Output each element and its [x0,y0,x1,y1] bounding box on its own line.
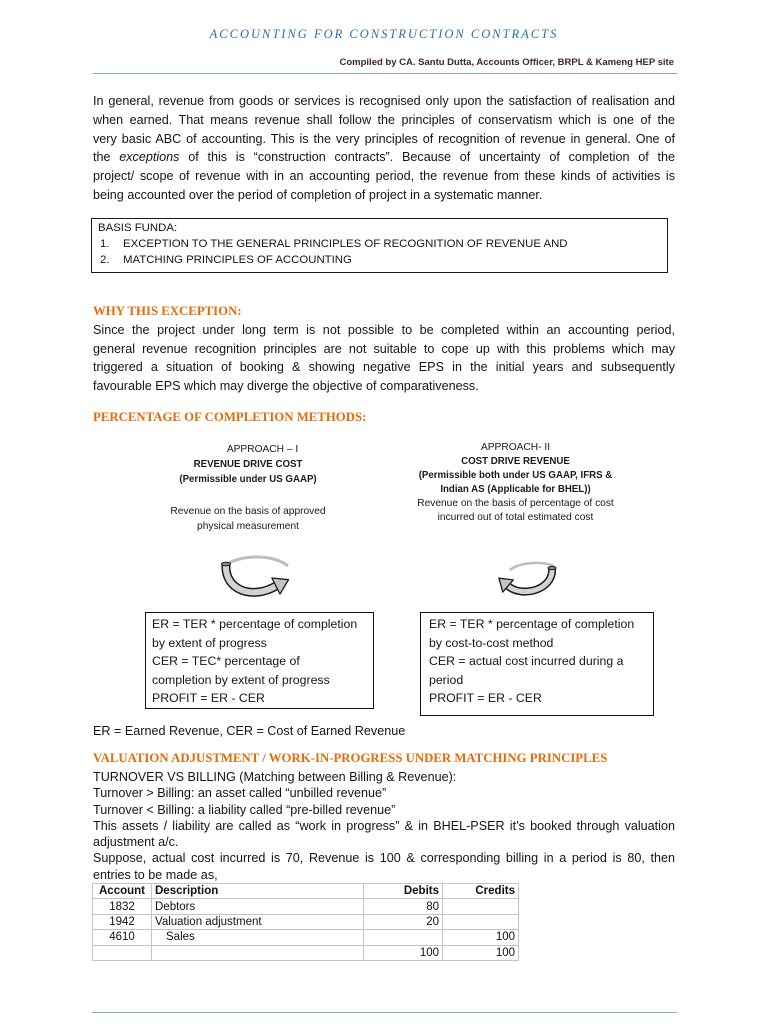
approach-2-permissibility: Indian AS (Applicable for BHEL)) [440,484,591,495]
formula-line: ER = TER * percentage of completion [429,617,635,631]
formula-line: ER = TER * percentage of completion [152,617,358,631]
description-line: incurred out of total estimated cost [437,512,594,523]
curved-arrow-left-icon [492,560,560,600]
formula-line: period [429,672,464,687]
approach-1-permissibility: (Permissible under US GAAP) [179,473,317,485]
arrow-tail [222,562,231,566]
approach-2-header [406,441,626,525]
emphasized-word: exceptions [119,150,180,165]
description-cell [152,945,364,960]
approach-1-description [148,504,348,534]
credit-cell: 100 [443,930,519,945]
account-cell: 1942 [93,914,152,929]
paragraph-line: favourable EPS which may diverge the objective of comparativeness. [93,379,479,394]
paragraph-line: In general, revenue from goods or services is recognised only upon the satisfaction of realisation and [93,94,675,108]
curved-arrow-right-icon [218,552,296,604]
credit-cell [443,899,519,914]
basis-funda-item [98,236,667,252]
item-number: 2. [100,254,110,266]
approach-2-formula-box [420,612,654,716]
journal-entry-table [92,883,519,961]
paragraph-line [93,148,675,167]
paragraph-line: triggered a situation of booking & showing negative EPS in the initial years and subsequently [93,360,675,375]
basis-funda-box [91,218,668,273]
compiled-by-byline: Compiled by CA. Santu Dutta, Accounts Officer, BRPL & Kameng HEP site [339,57,674,68]
account-cell: 1832 [93,899,152,914]
paragraph-line: Suppose, actual cost incurred is 70, Revenue is 100 & corresponding billing in a period is 80, then [93,851,675,866]
line-text: of this is “construction contracts”. Because of uncertainty of completion of the [179,150,675,165]
formula-line: CER = TEC* percentage of [152,654,300,669]
arrow-tail [548,566,556,569]
turnover-rule: Turnover < Billing: a liability called “pre-billed revenue” [93,802,396,817]
description-line: physical measurement [197,520,299,532]
line-text: the [93,150,120,165]
approach-2-permissibility: (Permissible both under US GAAP, IFRS & [418,470,613,481]
why-exception-heading: WHY THIS EXCEPTION: [93,304,242,318]
debit-cell: 20 [364,914,443,929]
table-total-row [93,945,519,960]
approach-2-label: APPROACH- II [480,442,551,453]
column-header-account: Account [93,884,152,899]
column-header-credits: Credits [443,884,519,899]
arrow-rim [510,563,554,570]
column-header-description: Description [152,884,364,899]
formula-line: by cost-to-cost method [429,635,554,650]
table-header-row [93,884,519,899]
approach-2-name: COST DRIVE REVENUE [461,456,570,467]
account-cell [93,945,152,960]
completion-methods-heading: PERCENTAGE OF COMPLETION METHODS: [93,410,367,424]
paragraph-line: adjustment a/c. [93,835,179,850]
why-exception-paragraph [93,321,675,396]
debit-cell [364,930,443,945]
header-rule [93,73,677,74]
description-cell: Sales [152,930,364,945]
basis-funda-item [98,252,667,268]
description-line: Revenue on the basis of approved [170,505,326,517]
formula-line: by extent of progress [152,635,267,650]
formula-line: CER = actual cost incurred during a [429,654,624,669]
paragraph-line: entries to be made as, [93,867,218,882]
paragraph-line: This assets / liability are called as “work in progress” & in BHEL-PSER it’s booked through valuation [93,818,675,833]
formula-line: PROFIT = ER - CER [429,691,542,706]
item-number: 1. [100,238,110,250]
column-header-debits: Debits [364,884,443,899]
debit-total-cell: 100 [364,945,443,960]
footer-rule [92,1012,677,1013]
intro-paragraph [93,92,675,205]
valuation-text [93,769,675,883]
paragraph-line: Since the project under long term is not possible to be completed within an accounting period, [93,323,675,337]
arrow-rim [224,557,288,566]
account-cell: 4610 [93,930,152,945]
debit-cell: 80 [364,899,443,914]
abbreviation-legend: ER = Earned Revenue, CER = Cost of Earned Revenue [93,724,406,738]
item-text: EXCEPTION TO THE GENERAL PRINCIPLES OF RECOGNITION OF REVENUE AND [123,238,568,250]
description-cell: Debtors [152,899,364,914]
formula-line: PROFIT = ER - CER [152,691,265,706]
paragraph-line: when earned. That means revenue shall follow the principles of conservatism which is one of the [93,112,675,127]
table-row [93,914,519,929]
turnover-billing-subheading: TURNOVER VS BILLING (Matching between Billing & Revenue): [93,770,457,784]
basis-funda-heading: BASIS FUNDA: [98,222,178,234]
item-text: MATCHING PRINCIPLES OF ACCOUNTING [123,254,352,266]
paragraph-line: very basic ABC of accounting. This is the very principles of recognition of revenue in general. One of [93,131,675,146]
description-cell: Valuation adjustment [152,914,364,929]
description-line: Revenue on the basis of percentage of cost [417,498,614,509]
approach-1-formula-box [145,612,374,709]
approach-1-name: REVENUE DRIVE COST [193,458,303,470]
credit-total-cell: 100 [443,945,519,960]
valuation-heading: VALUATION ADJUSTMENT / WORK-IN-PROGRESS UNDER MATCHING PRINCIPLES [93,751,608,765]
approach-1-header [148,442,348,487]
table-row [93,899,519,914]
paragraph-line: being accounted over the period of completion of project in a systematic manner. [93,187,543,202]
document-title: ACCOUNTING FOR CONSTRUCTION CONTRACTS [209,27,559,41]
paragraph-line: general revenue recognition principles are not suitable to cope up with this problems which may [93,341,675,356]
paragraph-line: project/ scope of revenue with in an accounting period, the revenue from these kinds of activities is [93,169,675,184]
approach-1-label: APPROACH – I [226,443,299,455]
formula-line: completion by extent of progress [152,672,330,687]
table-row [93,930,519,945]
turnover-rule: Turnover > Billing: an asset called “unbilled revenue” [93,786,387,801]
credit-cell [443,914,519,929]
